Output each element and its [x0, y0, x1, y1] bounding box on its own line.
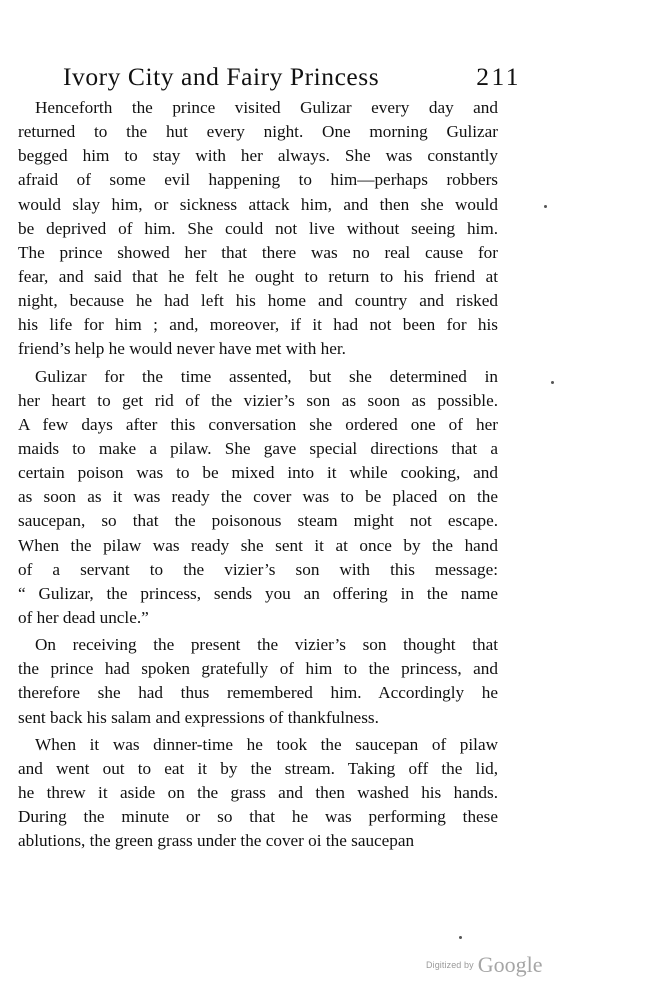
- scan-speck: [544, 205, 547, 208]
- text-line: ablutions, the green grass under the cover oi the saucepan: [18, 831, 415, 851]
- text-line: sent back his salam and expressions of thankfulness.: [18, 707, 379, 727]
- google-logo: Google: [477, 952, 543, 977]
- paragraph: [18, 633, 498, 730]
- body-text: [18, 96, 498, 853]
- text-line: and went out to eat it by the stream. Taking off the lid,: [18, 758, 498, 778]
- text-line: of a servant to the vizier’s son with this message:: [18, 559, 498, 579]
- text-line: afraid of some evil happening to him—perhaps robbers: [18, 170, 498, 190]
- text-line: fear, and said that he felt he ought to return to his friend at: [18, 266, 498, 286]
- watermark-prefix: Digitized by: [426, 960, 474, 970]
- text-line: as soon as it was ready the cover was to be placed on the: [18, 487, 498, 507]
- text-line: Gulizar for the time assented, but she determined in: [35, 366, 498, 386]
- text-line: her heart to get rid of the vizier’s son as soon as possible.: [18, 390, 498, 410]
- text-line: When it was dinner-time he took the saucepan of pilaw: [35, 734, 498, 754]
- digitized-by-google-watermark: [426, 952, 543, 978]
- text-line: certain poison was to be mixed into it while cooking, and: [18, 463, 498, 483]
- text-line: the prince had spoken gratefully of him to the princess, and: [18, 659, 498, 679]
- text-line: his life for him ; and, moreover, if it had not been for his: [18, 315, 498, 335]
- paragraph: [18, 96, 498, 362]
- text-line: When the pilaw was ready she sent it at once by the hand: [18, 535, 498, 555]
- text-line: maids to make a pilaw. She gave special directions that a: [18, 438, 498, 458]
- text-line: “ Gulizar, the princess, sends you an offering in the name: [18, 583, 498, 603]
- text-line: The prince showed her that there was no real cause for: [18, 242, 498, 262]
- text-line: On receiving the present the vizier’s son thought that: [35, 635, 498, 655]
- text-line: returned to the hut every night. One morning Gulizar: [18, 122, 498, 142]
- text-line: During the minute or so that he was performing these: [18, 807, 498, 827]
- scan-speck: [551, 381, 554, 384]
- paragraph: [18, 365, 498, 631]
- text-line: he threw it aside on the grass and then washed his hands.: [18, 782, 498, 802]
- text-line: of her dead uncle.”: [18, 607, 149, 627]
- paragraph: [18, 733, 498, 854]
- scan-speck: [459, 936, 462, 939]
- text-line: Henceforth the prince visited Gulizar every day and: [35, 98, 498, 117]
- text-line: be deprived of him. She could not live without seeing him.: [18, 218, 498, 238]
- text-line: begged him to stay with her always. She was constantly: [18, 146, 498, 166]
- text-line: would slay him, or sickness attack him, and then she would: [18, 194, 498, 214]
- running-title: Ivory City and Fairy Princess: [63, 62, 380, 91]
- text-line: night, because he had left his home and country and risked: [18, 291, 498, 311]
- text-line: A few days after this conversation she ordered one of her: [18, 414, 498, 434]
- text-line: therefore she had thus remembered him. Accordingly he: [18, 683, 498, 703]
- page-number: 211: [476, 62, 521, 91]
- text-line: saucepan, so that the poisonous steam might not escape.: [18, 511, 498, 531]
- text-line: friend’s help he would never have met with her.: [18, 339, 346, 359]
